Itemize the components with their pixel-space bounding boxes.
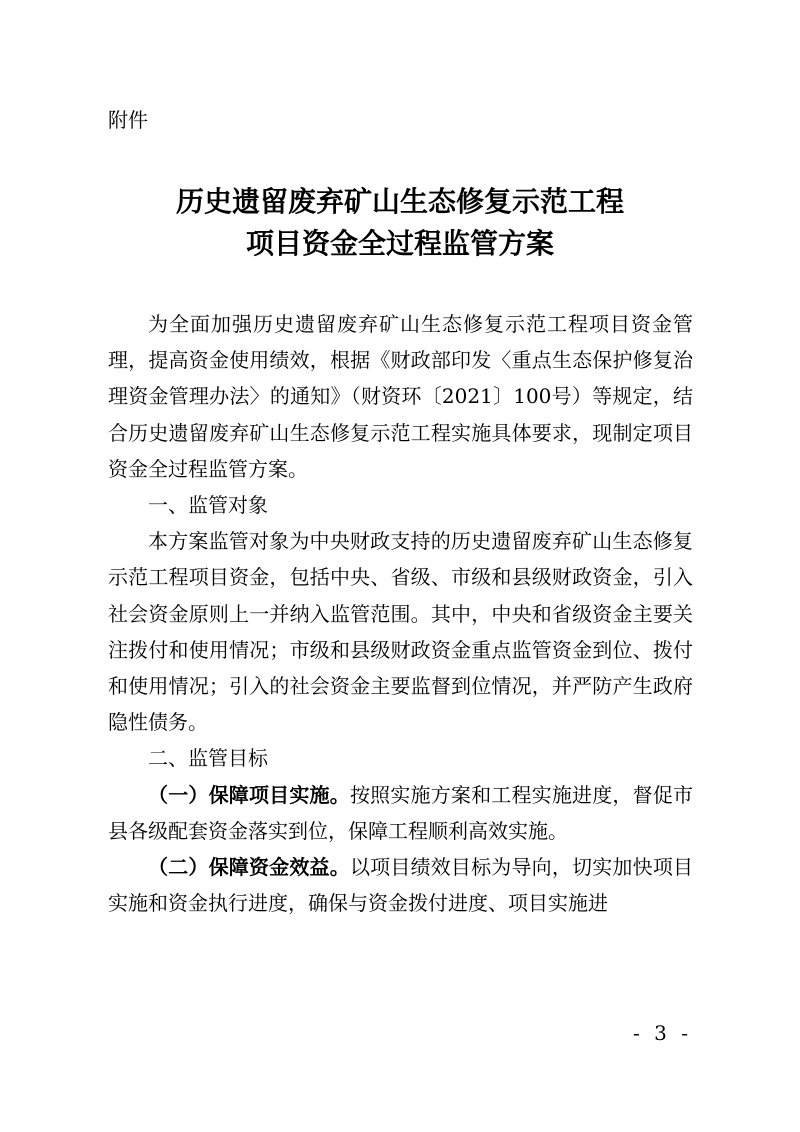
attachment-label: 附件 [108,108,148,132]
section-2-item-1 [108,777,693,849]
section-2-item-1-lead: （一）保障项目实施。 [148,782,350,807]
section-2-item-2-lead: （二）保障资金效益。 [148,855,350,880]
section-2-item-2-text: 以项目绩效目标为导向，切实加快项目实施和资金执行进度，确保与资金拨付进度、项目实施进 [108,855,694,916]
intro-paragraph: 为全面加强历史遗留废弃矿山生态修复示范工程项目资金管理，提高资金使用绩效，根据《财政部印发〈重点生态保护修复治理资金管理办法〉的通知》（财资环〔2021〕100号）等规定，结合历史遗留废弃矿山生态修复示范工程实施具体要求，现制定项目资金全过程监管方案。 [108,312,693,481]
page-number: - 3 - [633,1021,692,1045]
section-2-item-2 [108,849,693,921]
document-title-line-1: 历史遗留废弃矿山生态修复示范工程 [175,185,624,218]
section-1-heading: 一、监管对象 [148,493,268,518]
section-2-item-1-text: 按照实施方案和工程实施进度，督促市县各级配套资金落实到位，保障工程顺利高效实施。 [108,782,694,843]
section-1-paragraph: 本方案监管对象为中央财政支持的历史遗留废弃矿山生态修复示范工程项目资金，包括中央、省级、市级和县级财政资金，引入社会资金原则上一并纳入监管范围。其中，中央和省级资金主要关注拨付和使用情况；市级和县级财政资金重点监管资金到位、拨付和使用情况；引入的社会资金主要监督到位情况，并严防产生政府隐性债务。 [108,529,693,735]
document-title-line-2: 项目资金全过程监管方案 [245,227,554,260]
section-2-heading: 二、监管目标 [148,746,268,771]
document-body [108,306,693,921]
